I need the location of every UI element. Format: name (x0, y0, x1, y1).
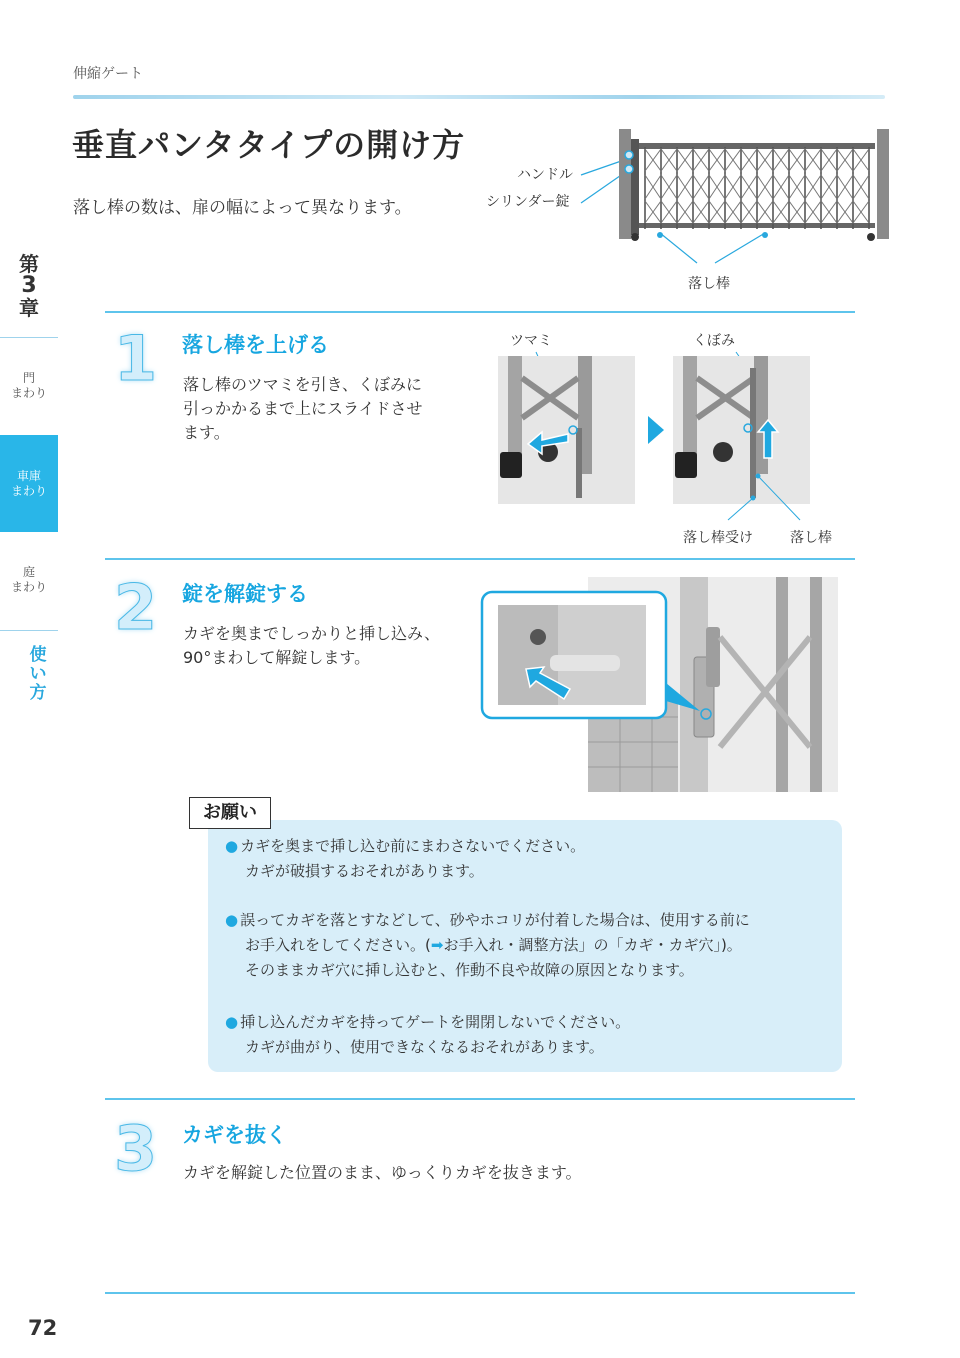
chapter-indicator (0, 253, 58, 319)
step-number: 1 (114, 322, 158, 395)
page-subtitle: 落し棒の数は、扉の幅によって異なります。 (73, 198, 412, 218)
cylinder-lock-callout: シリンダー錠 (486, 194, 570, 210)
drop-rod-callout: 落し棒 (688, 276, 730, 292)
step2-photo (480, 577, 838, 792)
rod-receiver-label: 落し棒受け (683, 530, 753, 546)
section-divider (105, 558, 855, 560)
notice-bullet: ● カギを奥まで挿し込む前にまわさないでください。 カギが破損するおそれがあります。 (225, 837, 586, 880)
step-number: 3 (114, 1112, 158, 1185)
step-title: カギを抜く (182, 1123, 287, 1147)
handle-callout: ハンドル (517, 167, 573, 183)
chapter-number: 3 (21, 273, 37, 298)
nav-item-garage[interactable]: 車庫 まわり (0, 435, 58, 532)
step-title: 錠を解錠する (182, 582, 308, 606)
notice-tag: お願い (189, 797, 271, 829)
section-divider (105, 311, 855, 313)
nav-item-gate[interactable]: 門 まわり (10, 371, 47, 400)
bullet-dot-icon: ● (225, 911, 239, 929)
section-divider (105, 1098, 855, 1100)
step1-photos (498, 348, 838, 523)
notice-bullet: ● 誤ってカギを落とすなどして、砂やホコリが付着した場合は、使用する前に お手入れをしてください。(➡お手入れ・調整方法」の「カギ・カギ穴」)。 そのままカギ穴に挿し込むと、作動不良や故障の原因となります。 (225, 911, 750, 979)
step-number: 2 (114, 571, 158, 644)
notice-bullet: ● 挿し込んだカギを持ってゲートを開閉しないでください。 カギが曲がり、使用できなくなるおそれがあります。 (225, 1013, 631, 1056)
rod-label: 落し棒 (790, 530, 832, 546)
footer-divider (105, 1292, 855, 1294)
header-rule (73, 95, 885, 99)
recess-label: くぼみ (693, 333, 735, 349)
nav-divider (0, 337, 58, 338)
bullet-dot-icon: ● (225, 837, 239, 855)
knob-label: ツマミ (510, 333, 552, 349)
bullet-dot-icon: ● (225, 1013, 239, 1031)
nav-item-usage[interactable]: 使 い 方 (29, 645, 47, 703)
breadcrumb: 伸縮ゲート (73, 66, 143, 82)
arrow-right-icon: ➡ (430, 936, 444, 954)
step-title: 落し棒を上げる (182, 333, 329, 357)
step-text: カギを解錠した位置のまま、ゆっくりカギを抜きます。 (183, 1163, 582, 1182)
nav-item-garden[interactable]: 庭 まわり (10, 565, 47, 594)
chapter-label-top: 第 (19, 252, 39, 276)
step-text: 落し棒のツマミを引き、くぼみに 引っかかるまで上にスライドさせ ます。 (183, 375, 423, 442)
step-text: カギを奥までしっかりと挿し込み、 90°まわして解錠します。 (183, 624, 440, 667)
page-number: 72 (28, 1316, 58, 1340)
nav-divider (0, 630, 58, 631)
page-title: 垂直パンタタイプの開け方 (72, 126, 466, 164)
gate-overview-illustration (575, 125, 895, 275)
chapter-label-bottom: 章 (19, 296, 39, 320)
